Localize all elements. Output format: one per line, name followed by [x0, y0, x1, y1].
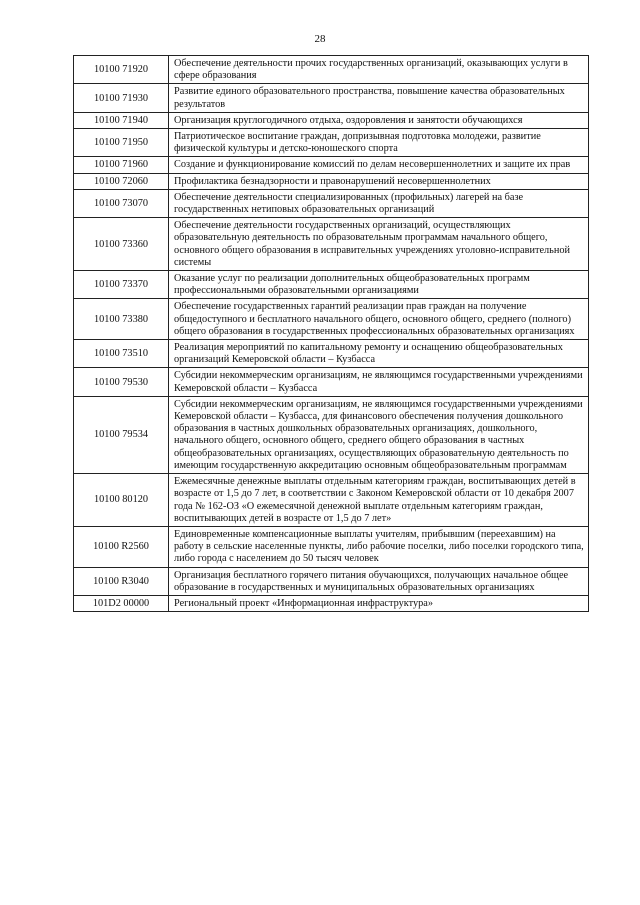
row-description: Патриотическое воспитание граждан, допризывная подготовка молодежи, развитие физической культуры и детско-юношеского спорта: [169, 129, 589, 157]
row-code: 10100 71920: [74, 56, 169, 84]
table-row: [74, 396, 589, 473]
row-code: 10100 73380: [74, 299, 169, 340]
table-row: [74, 567, 589, 595]
table-row: [74, 189, 589, 217]
budget-codes-table: [73, 55, 589, 612]
row-code: 10100 72060: [74, 173, 169, 189]
row-code: 101D2 00000: [74, 595, 169, 611]
table-row: [74, 84, 589, 112]
row-description: Профилактика безнадзорности и правонарушений несовершеннолетних: [169, 173, 589, 189]
row-code: 10100 71950: [74, 129, 169, 157]
row-description: Организация бесплатного горячего питания обучающихся, получающих начальное общее образование в государственных и муниципальных образовательных организациях: [169, 567, 589, 595]
row-code: 10100 71960: [74, 157, 169, 173]
table-row: [74, 56, 589, 84]
row-description: Создание и функционирование комиссий по делам несовершеннолетних и защите их прав: [169, 157, 589, 173]
row-description: Развитие единого образовательного пространства, повышение качества образовательных результатов: [169, 84, 589, 112]
row-description: Единовременные компенсационные выплаты учителям, прибывшим (переехавшим) на работу в сельские населенные пункты, либо рабочие поселки, либо поселки городского типа, либо города с населением до 50 тысяч человек: [169, 526, 589, 567]
table-row: [74, 474, 589, 527]
table-row: [74, 218, 589, 271]
table-row: [74, 595, 589, 611]
table-row: [74, 526, 589, 567]
row-description: Субсидии некоммерческим организациям, не являющимся государственными учреждениями Кемеровской области – Кузбасса: [169, 368, 589, 396]
row-description: Обеспечение деятельности государственных организаций, осуществляющих образовательную деятельность по образовательным программам начального общего, основного общего образования в исправительных учреждениях уголовно-исправительной системы: [169, 218, 589, 271]
row-code: 10100 79530: [74, 368, 169, 396]
row-description: Обеспечение деятельности специализированных (профильных) лагерей на базе государственных нетиповых образовательных организаций: [169, 189, 589, 217]
row-description: Оказание услуг по реализации дополнительных общеобразовательных программ профессиональными образовательными организациями: [169, 271, 589, 299]
row-code: 10100 73360: [74, 218, 169, 271]
row-description: Субсидии некоммерческим организациям, не являющимся государственными учреждениями Кемеровской области – Кузбасса, для финансового обеспечения получения дошкольного образования в частных дошкольных образовательных организациях, дошкольного, начального общего, основного общего, среднего общего образования в частных общеобразовательных организациях, осуществляющих образовательную деятельность по имеющим государственную аккредитацию основным общеобразовательным программам: [169, 396, 589, 473]
row-code: 10100 R2560: [74, 526, 169, 567]
row-code: 10100 71940: [74, 112, 169, 128]
table-row: [74, 271, 589, 299]
row-code: 10100 73510: [74, 340, 169, 368]
row-code: 10100 73370: [74, 271, 169, 299]
table-row: [74, 157, 589, 173]
row-code: 10100 73070: [74, 189, 169, 217]
row-description: Организация круглогодичного отдыха, оздоровления и занятости обучающихся: [169, 112, 589, 128]
row-description: Обеспечение деятельности прочих государственных организаций, оказывающих услуги в сфере образования: [169, 56, 589, 84]
table-body: [74, 56, 589, 612]
row-code: 10100 R3040: [74, 567, 169, 595]
table-row: [74, 299, 589, 340]
table-row: [74, 112, 589, 128]
row-code: 10100 71930: [74, 84, 169, 112]
page-number: 28: [314, 33, 326, 45]
row-code: 10100 79534: [74, 396, 169, 473]
row-description: Региональный проект «Информационная инфраструктура»: [169, 595, 589, 611]
row-description: Ежемесячные денежные выплаты отдельным категориям граждан, воспитывающих детей в возрасте от 1,5 до 7 лет, в соответствии с Законом Кемеровской области от 10 декабря 2007 года № 162-ОЗ «О ежемесячной денежной выплате отдельным категориям граждан, воспитывающих детей в возрасте от 1,5 до 7 лет»: [169, 474, 589, 527]
row-description: Реализация мероприятий по капитальному ремонту и оснащению общеобразовательных организаций Кемеровской области – Кузбасса: [169, 340, 589, 368]
table-row: [74, 340, 589, 368]
table-row: [74, 368, 589, 396]
row-code: 10100 80120: [74, 474, 169, 527]
row-description: Обеспечение государственных гарантий реализации прав граждан на получение общедоступного и бесплатного начального общего, основного общего, среднего (полного) общего образования в государственных профессиональных образовательных организациях: [169, 299, 589, 340]
table-row: [74, 129, 589, 157]
table-row: [74, 173, 589, 189]
